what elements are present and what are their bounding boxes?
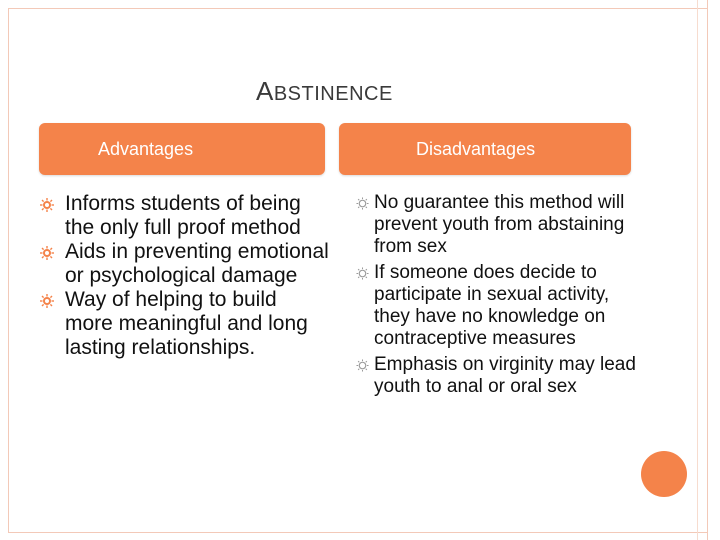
sun-outline-bullet-icon bbox=[356, 197, 369, 210]
sun-bullet-icon bbox=[40, 198, 54, 212]
decorative-circle bbox=[641, 451, 687, 497]
list-item bbox=[40, 240, 330, 288]
decorative-edge-line bbox=[697, 0, 698, 540]
advantages-header-label: Advantages bbox=[98, 139, 194, 159]
sun-outline-bullet-icon bbox=[356, 267, 369, 280]
disadvantage-text: Emphasis on virginity may lead youth to anal or oral sex bbox=[374, 354, 636, 397]
advantage-text: Informs students of being the only full proof method bbox=[65, 192, 301, 239]
sun-bullet-icon bbox=[40, 246, 54, 260]
disadvantage-text: No guarantee this method will prevent youth from abstaining from sex bbox=[374, 192, 625, 257]
list-item bbox=[40, 288, 330, 360]
advantages-list bbox=[40, 192, 330, 360]
list-item bbox=[40, 192, 330, 240]
sun-outline-bullet-icon bbox=[356, 359, 369, 372]
advantage-text: Way of helping to build more meaningful and long lasting relationships. bbox=[65, 288, 308, 359]
list-item bbox=[356, 192, 646, 258]
list-item bbox=[356, 262, 646, 350]
advantages-header bbox=[39, 123, 325, 175]
disadvantages-header-label: Disadvantages bbox=[416, 139, 536, 159]
disadvantages-header bbox=[339, 123, 631, 175]
slide-title: ABSTINENCE bbox=[256, 76, 393, 106]
disadvantage-text: If someone does decide to participate in sexual activity, they have no knowledge on contraceptive measures bbox=[374, 262, 610, 349]
sun-bullet-icon bbox=[40, 294, 54, 308]
list-item bbox=[356, 354, 646, 398]
advantage-text: Aids in preventing emotional or psychological damage bbox=[65, 240, 329, 287]
disadvantages-list bbox=[356, 192, 646, 402]
decorative-edge-line bbox=[707, 0, 708, 540]
